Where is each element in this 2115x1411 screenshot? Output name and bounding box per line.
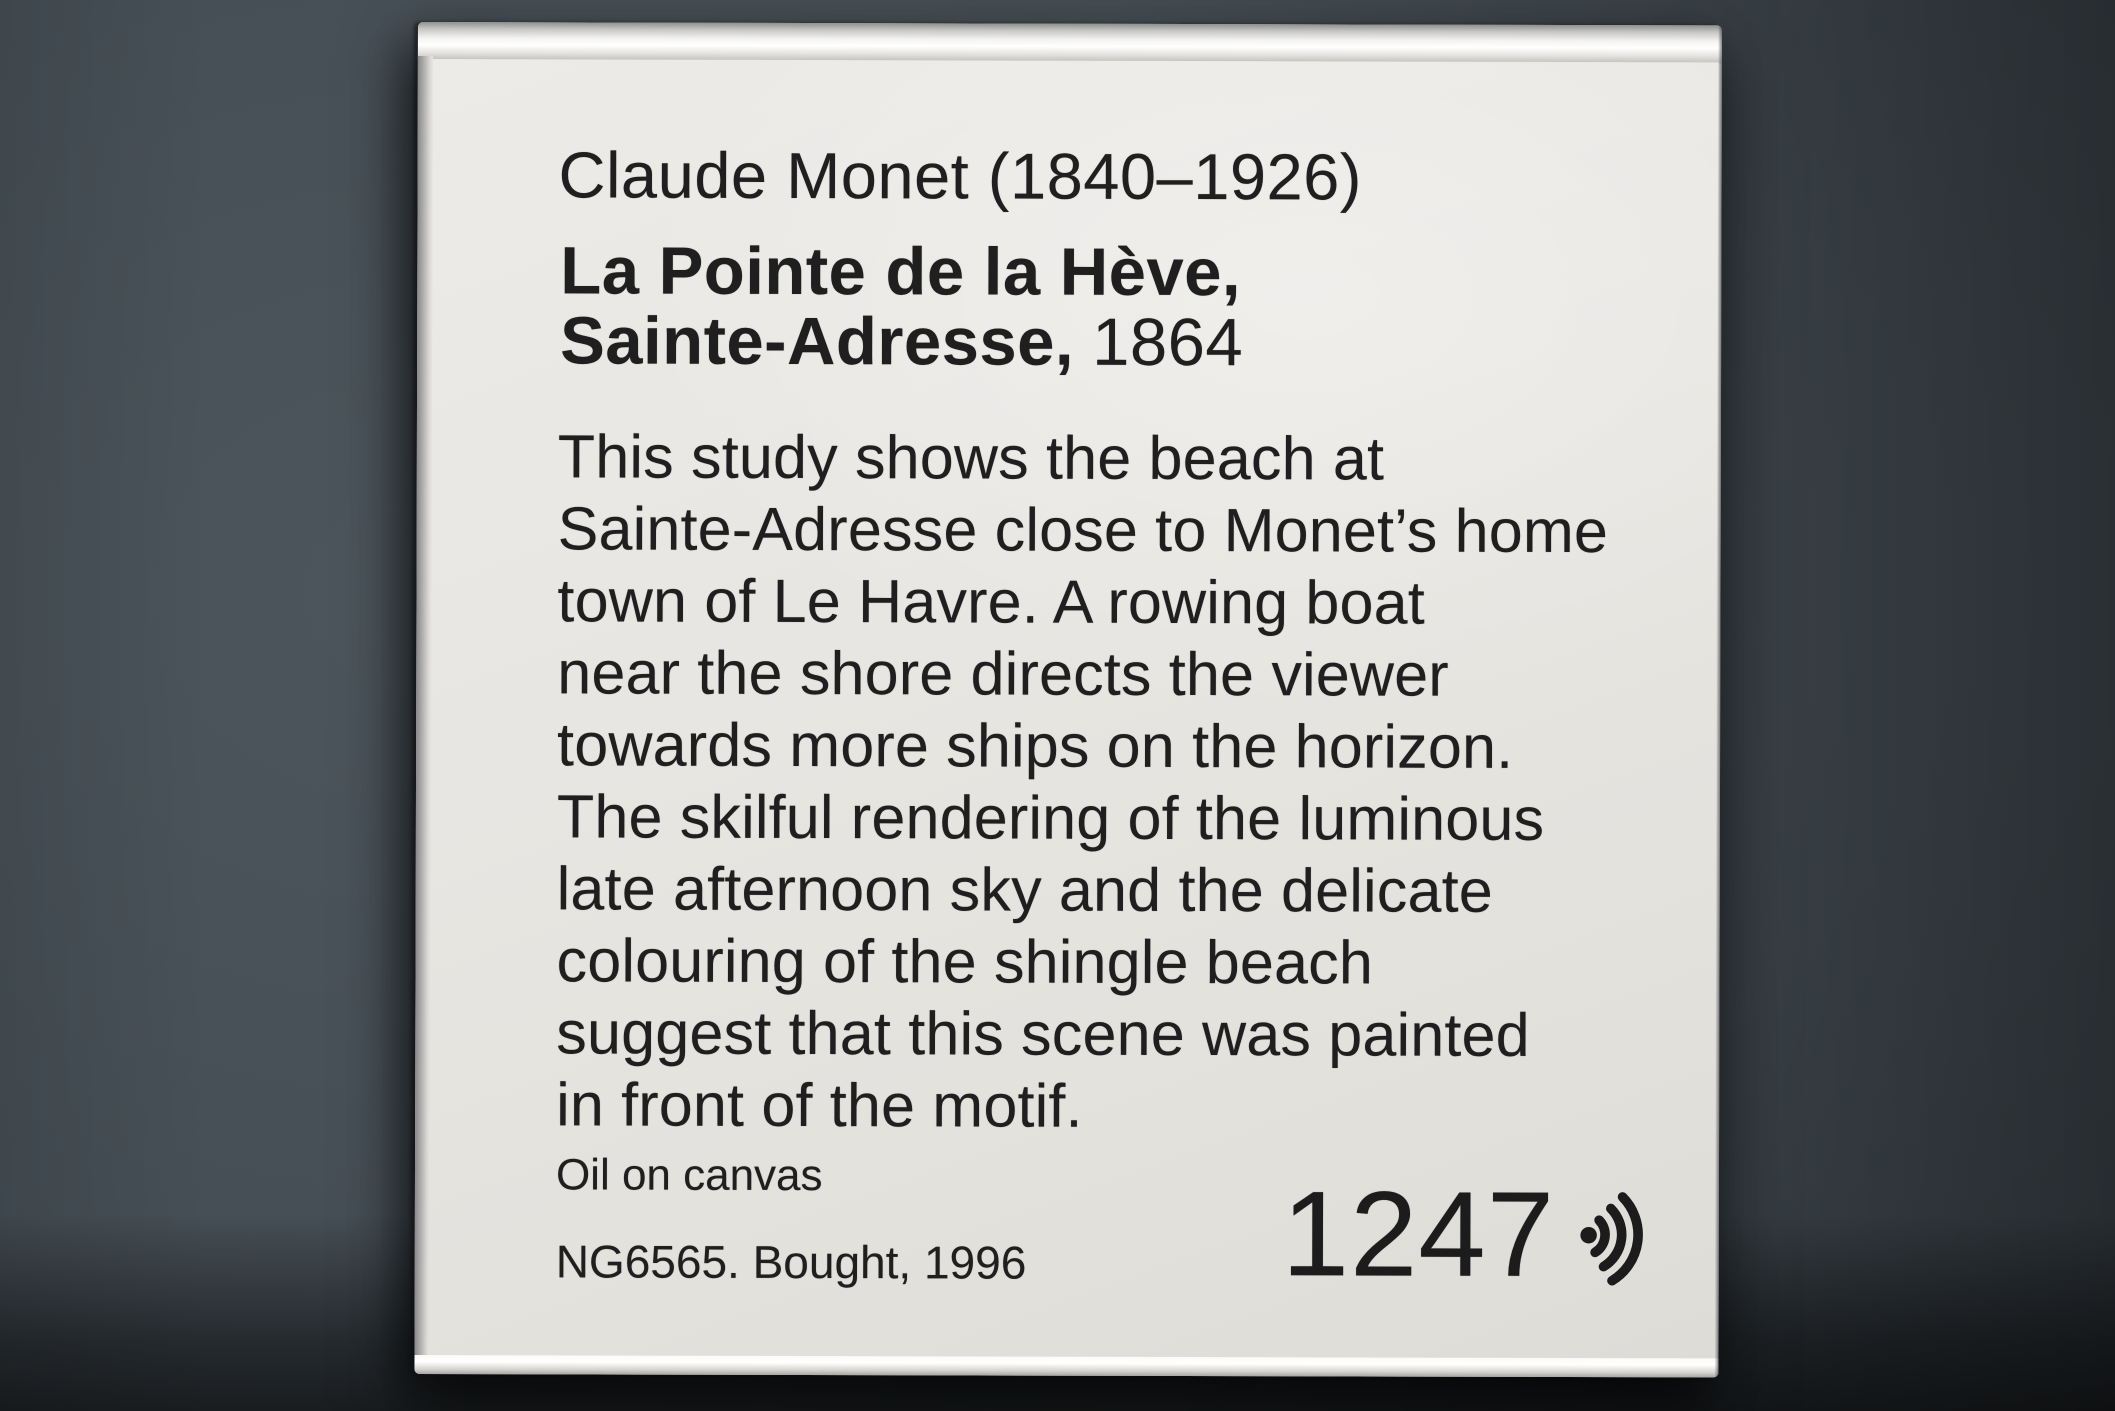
description-line: near the shore directs the viewer <box>557 638 1449 709</box>
description-line: suggest that this scene was painted <box>556 998 1530 1069</box>
description-line: in front of the motif. <box>556 1070 1083 1140</box>
label-paper <box>430 59 1719 1358</box>
description-line: late afternoon sky and the delicate <box>556 854 1494 925</box>
label-holder <box>414 22 1722 1377</box>
title-line-1: La Pointe de la Hève, <box>560 233 1242 311</box>
label-holder-top-edge <box>418 22 1722 63</box>
label-holder-bottom-edge <box>414 1355 1718 1377</box>
title-text-continued: Sainte-Adresse, <box>560 303 1075 380</box>
title-line-2 <box>560 303 1244 381</box>
title-year: 1864 <box>1092 304 1244 381</box>
description-line: The skilful rendering of the luminous <box>556 782 1545 853</box>
description-line: Sainte-Adresse close to Monet’s home <box>557 494 1609 566</box>
sound-waves-icon <box>1573 1183 1651 1292</box>
audio-guide <box>1281 1165 1646 1302</box>
description-line: towards more ships on the horizon. <box>557 710 1514 781</box>
description-line: town of Le Havre. A rowing boat <box>557 566 1426 637</box>
audio-guide-number: 1247 <box>1281 1165 1556 1302</box>
artist-name: Claude Monet (1840–1926) <box>558 138 1363 214</box>
medium-line: Oil on canvas <box>555 1150 823 1201</box>
description-line: This study shows the beach at <box>557 422 1385 493</box>
accession-line: NG6565. Bought, 1996 <box>555 1235 1027 1289</box>
description <box>556 420 1608 1143</box>
artwork-title <box>560 233 1244 381</box>
description-line: colouring of the shingle beach <box>556 926 1374 997</box>
